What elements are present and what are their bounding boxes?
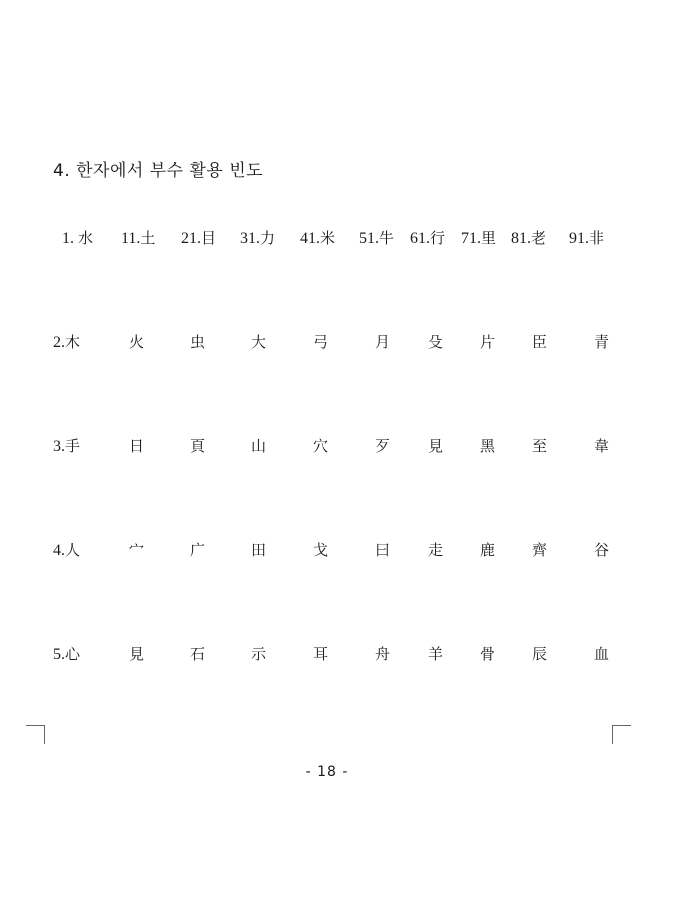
radical-entry [461, 226, 496, 251]
section-heading: 4. 한자에서 부수 활용 빈도 [53, 161, 264, 181]
radical-character: 水 [78, 229, 94, 247]
radical-entry [428, 642, 443, 666]
radical-entry [410, 226, 445, 251]
radical-entry [300, 226, 335, 251]
radical-character: 宀 [129, 541, 145, 559]
radical-entry [480, 434, 495, 458]
radical-entry [594, 538, 609, 562]
radical-entry [121, 226, 155, 251]
radical-entry [190, 642, 205, 666]
radical-entry [190, 434, 205, 458]
radical-entry [480, 642, 495, 666]
entry-number: 51. [359, 230, 379, 247]
radical-character: 歹 [375, 437, 391, 455]
radical-entry [480, 538, 495, 562]
radical-entry [375, 434, 390, 458]
radical-character: 青 [594, 333, 610, 351]
radical-entry [375, 642, 390, 666]
radical-character: 至 [532, 437, 548, 455]
radical-character: 羊 [428, 645, 444, 663]
radical-character: 牛 [379, 229, 395, 247]
radical-character: 日 [129, 437, 145, 455]
radical-entry [359, 226, 394, 251]
radical-entry [375, 330, 390, 354]
radical-entry [428, 538, 443, 562]
radical-character: 土 [140, 229, 156, 247]
radical-entry [313, 642, 328, 666]
radical-entry [53, 538, 80, 563]
entry-number: 2. [53, 334, 65, 351]
radical-entry [129, 434, 144, 458]
radical-entry [375, 538, 390, 562]
radical-row [0, 434, 674, 458]
radical-entry [190, 538, 205, 562]
radical-entry [53, 330, 80, 355]
radical-character: 山 [251, 437, 267, 455]
radical-row [0, 330, 674, 354]
radical-character: 穴 [313, 437, 329, 455]
page-corner-mark-left [26, 725, 45, 744]
radical-character: 人 [65, 541, 81, 559]
radical-character: 心 [65, 645, 81, 663]
radical-character: 辰 [532, 645, 548, 663]
radical-character: 耳 [313, 645, 329, 663]
page-corner-mark-right [612, 725, 631, 744]
radical-entry [532, 642, 547, 666]
radical-entry [251, 642, 266, 666]
entry-number: 11. [121, 230, 141, 247]
radical-entry [129, 642, 144, 666]
radical-character: 韋 [594, 437, 610, 455]
radical-entry [511, 226, 546, 251]
entry-number: 3. [53, 438, 65, 455]
radical-character: 示 [251, 645, 267, 663]
radical-entry [240, 226, 275, 251]
radical-character: 血 [594, 645, 610, 663]
radical-character: 殳 [428, 333, 444, 351]
radical-character: 月 [375, 333, 391, 351]
radical-character: 行 [430, 229, 446, 247]
radical-entry [532, 434, 547, 458]
radical-entry [53, 642, 80, 667]
radical-character: 谷 [594, 541, 610, 559]
radical-entry [594, 642, 609, 666]
radical-entry [53, 434, 80, 459]
radical-entry [313, 330, 328, 354]
radical-character: 广 [190, 541, 206, 559]
radical-character: 片 [480, 333, 496, 351]
radical-entry [594, 330, 609, 354]
radical-character: 見 [428, 437, 444, 455]
entry-number: 21. [181, 230, 201, 247]
radical-character: 見 [129, 645, 145, 663]
radical-entry [181, 226, 216, 251]
radical-character: 目 [201, 229, 217, 247]
radical-character: 非 [589, 229, 605, 247]
entry-number: 91. [569, 230, 589, 247]
radical-entry [480, 330, 495, 354]
radical-character: 齊 [532, 541, 548, 559]
radical-row [0, 538, 674, 562]
radical-character: 虫 [190, 333, 206, 351]
radical-row [0, 226, 674, 250]
radical-entry [569, 226, 604, 251]
radical-character: 臣 [532, 333, 548, 351]
entry-number: 71. [461, 230, 481, 247]
radical-character: 黑 [480, 437, 496, 455]
radical-character: 骨 [480, 645, 496, 663]
radical-entry [129, 330, 144, 354]
radical-entry [129, 538, 144, 562]
radical-entry [594, 434, 609, 458]
radical-entry [428, 330, 443, 354]
radical-character: 戈 [313, 541, 329, 559]
entry-number: 41. [300, 230, 320, 247]
radical-character: 弓 [313, 333, 329, 351]
radical-entry [428, 434, 443, 458]
radical-character: 大 [251, 333, 267, 351]
entry-number: 4. [53, 542, 65, 559]
radical-entry [62, 226, 93, 251]
radical-character: 力 [260, 229, 276, 247]
radical-character: 走 [428, 541, 444, 559]
entry-number: 31. [240, 230, 260, 247]
radical-entry [251, 330, 266, 354]
radical-row [0, 642, 674, 666]
radical-character: 里 [481, 229, 497, 247]
entry-number: 61. [410, 230, 430, 247]
page-number: - 18 - [305, 764, 349, 780]
radical-entry [532, 538, 547, 562]
radical-entry [532, 330, 547, 354]
radical-character: 火 [129, 333, 145, 351]
entry-number: 1. [62, 230, 78, 247]
radical-character: 石 [190, 645, 206, 663]
radical-character: 木 [65, 333, 81, 351]
radical-entry [251, 538, 266, 562]
radical-character: 鹿 [480, 541, 496, 559]
entry-number: 5. [53, 646, 65, 663]
radical-entry [190, 330, 205, 354]
radical-character: 米 [320, 229, 336, 247]
radical-character: 舟 [375, 645, 391, 663]
radical-entry [251, 434, 266, 458]
radical-character: 頁 [190, 437, 206, 455]
radical-character: 老 [531, 229, 547, 247]
radical-entry [313, 434, 328, 458]
radical-character: 田 [251, 541, 267, 559]
radical-character: 手 [65, 437, 81, 455]
entry-number: 81. [511, 230, 531, 247]
radical-character: 曰 [375, 541, 391, 559]
radical-entry [313, 538, 328, 562]
